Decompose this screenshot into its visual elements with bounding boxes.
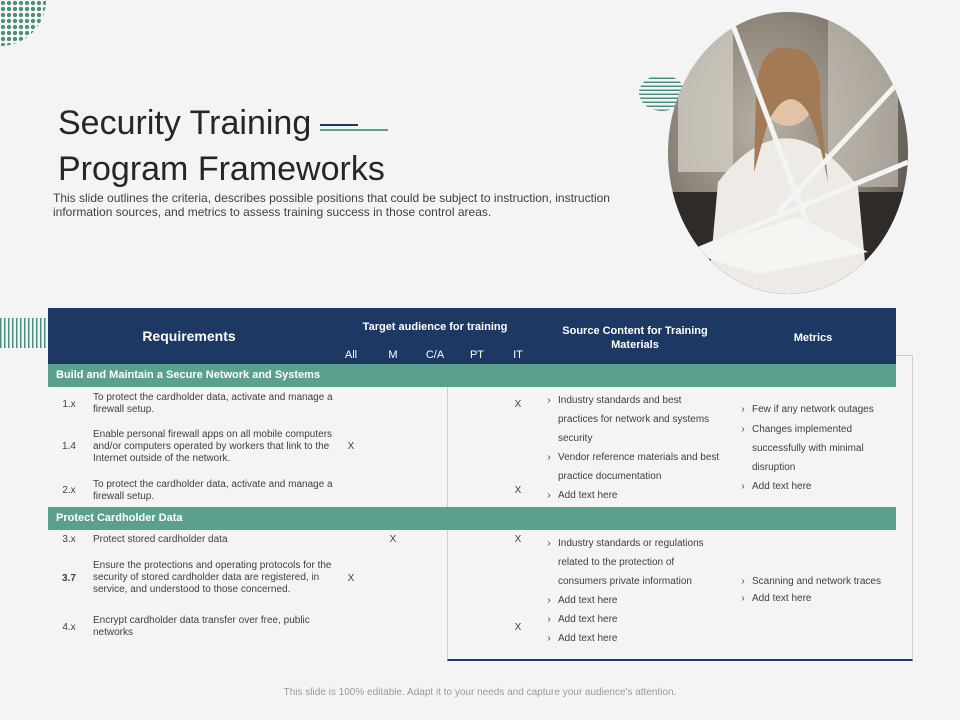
section-title-cardholder: Protect Cardholder Data bbox=[48, 507, 896, 530]
page-title bbox=[58, 100, 578, 192]
mark-all: X bbox=[347, 573, 355, 584]
metric-line: › Scanning and network traces bbox=[741, 576, 881, 587]
mark-it: X bbox=[514, 399, 522, 410]
row-number: 1.4 bbox=[62, 441, 76, 452]
row-number: 4.x bbox=[62, 622, 76, 633]
source-line: › Industry standards and best bbox=[547, 395, 682, 406]
section-title-network: Build and Maintain a Secure Network and Systems bbox=[48, 364, 896, 387]
footer-note: This slide is 100% editable. Adapt it to your needs and capture your audience's attention. bbox=[283, 687, 677, 698]
corner-dot-pattern bbox=[0, 0, 46, 46]
metric-line: › Add text here bbox=[741, 593, 812, 604]
title-decoration bbox=[320, 124, 388, 132]
row-requirement: To protect the cardholder data, activate and manage a firewall setup. bbox=[93, 392, 333, 415]
row-number: 1.x bbox=[62, 399, 76, 410]
source-line: practices for network and systems bbox=[558, 414, 710, 425]
metric-line: disruption bbox=[752, 462, 796, 473]
row-requirement: To protect the cardholder data, activate and manage a firewall setup. bbox=[93, 479, 333, 502]
row-requirement: Encrypt cardholder data transfer over free, public networks bbox=[93, 615, 310, 638]
header-audience-ca: C/A bbox=[425, 349, 445, 361]
row-number: 3.7 bbox=[62, 573, 76, 584]
source-line: practice documentation bbox=[558, 471, 662, 482]
row-requirement: Ensure the protections and operating protocols for the security of stored cardholder data are registered, in service, and understood to those concerned. bbox=[93, 560, 332, 595]
slide-description: This slide outlines the criteria, describes possible positions that could be subject to instruction, instruction information sources, and metrics to assess training success in those control areas. bbox=[53, 191, 610, 219]
source-line: › Vendor reference materials and best bbox=[547, 452, 720, 463]
mark-it: X bbox=[514, 485, 522, 496]
row-requirement: Enable personal firewall apps on all mobile computers and/or computers operated by workers that link to the Internet outside of the network. bbox=[93, 429, 333, 464]
title-line-2: Program Frameworks bbox=[58, 150, 385, 188]
section-body-cardholder bbox=[48, 530, 896, 660]
header-metrics: Metrics bbox=[793, 332, 833, 344]
metric-line: successfully with minimal bbox=[752, 443, 864, 454]
source-line: security bbox=[558, 433, 593, 444]
table-header bbox=[48, 308, 896, 364]
metric-line: › Few if any network outages bbox=[741, 404, 874, 415]
metric-line: › Add text here bbox=[741, 481, 812, 492]
photo-illustration bbox=[668, 12, 908, 294]
title-line-1: Security Training bbox=[58, 104, 312, 142]
header-source-content: Source Content for Training Materials bbox=[562, 325, 708, 351]
source-line: › Add text here bbox=[547, 633, 618, 644]
row-requirement: Protect stored cardholder data bbox=[93, 534, 228, 545]
header-target-audience: Target audience for training bbox=[362, 321, 508, 333]
mark-m: X bbox=[389, 534, 397, 545]
woman-working-photo bbox=[668, 12, 908, 294]
header-audience-it: IT bbox=[513, 349, 523, 361]
row-number: 2.x bbox=[62, 485, 76, 496]
mark-it: X bbox=[514, 622, 522, 633]
source-line: › Industry standards or regulations bbox=[547, 538, 704, 549]
source-line: › Add text here bbox=[547, 595, 618, 606]
mark-all: X bbox=[347, 441, 355, 452]
section-body-network bbox=[48, 387, 896, 507]
header-audience-all: All bbox=[344, 349, 358, 361]
header-requirements: Requirements bbox=[142, 328, 236, 344]
source-line: related to the protection of bbox=[558, 557, 675, 568]
mark-it: X bbox=[514, 534, 522, 545]
header-audience-m: M bbox=[388, 349, 398, 361]
source-line: › Add text here bbox=[547, 614, 618, 625]
source-line: › Add text here bbox=[547, 490, 618, 501]
source-line: consumers private information bbox=[558, 576, 692, 587]
header-audience-pt: PT bbox=[469, 349, 485, 361]
metric-line: › Changes implemented bbox=[741, 424, 853, 435]
framework-table bbox=[48, 308, 896, 660]
row-number: 3.x bbox=[62, 534, 76, 545]
side-stripe-pattern bbox=[0, 318, 46, 348]
